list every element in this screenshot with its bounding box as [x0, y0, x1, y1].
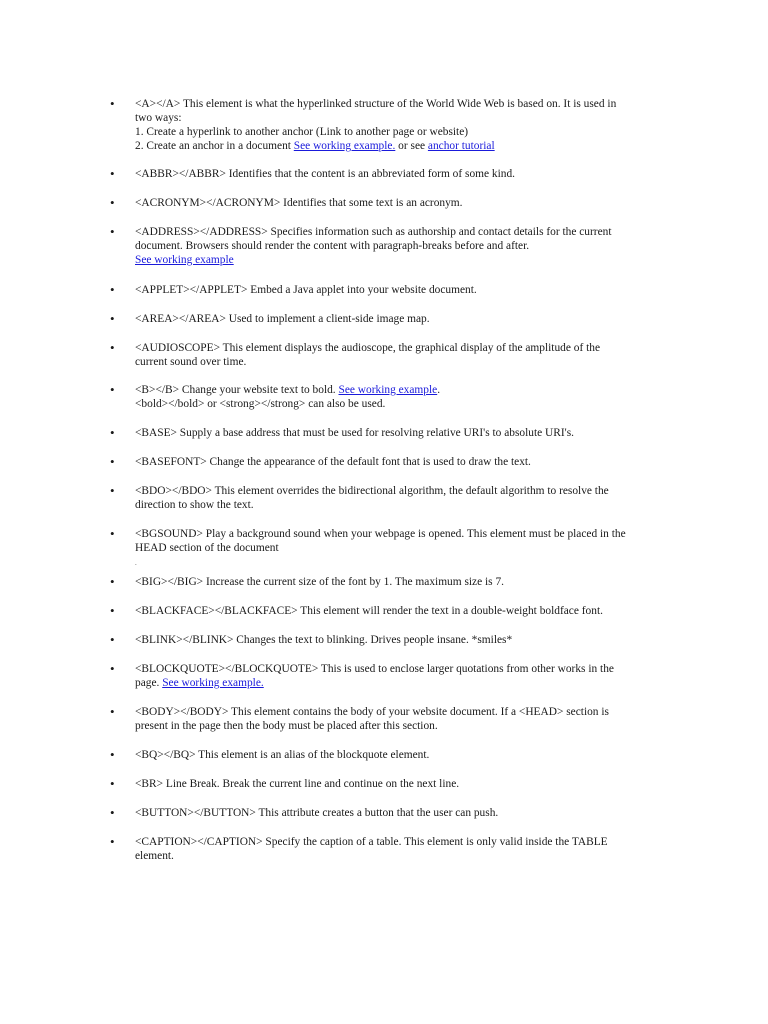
bullet-icon: • [110, 632, 115, 647]
bullet-icon: • [110, 603, 115, 618]
text-segment: <ADDRESS></ADDRESS> Specifies information such as authorship and contact details for the current [135, 226, 612, 238]
bullet-icon: • [110, 96, 115, 111]
text-line [135, 705, 687, 719]
trailing-dot: . [135, 559, 137, 567]
bullet-icon: • [110, 224, 115, 239]
list-item [110, 425, 687, 440]
text-line [135, 541, 687, 555]
text-line [135, 125, 687, 139]
bullet-icon: • [110, 483, 115, 498]
text-segment: <BLINK></BLINK> Changes the text to blinking. Drives people insane. *smiles* [135, 634, 513, 646]
text-line [135, 426, 687, 440]
text-line [135, 676, 687, 690]
text-line [135, 355, 687, 369]
hyperlink[interactable]: anchor tutorial [427, 140, 495, 152]
text-line [135, 498, 687, 512]
text-line [135, 312, 687, 326]
bullet-icon: • [110, 454, 115, 469]
bullet-icon: • [110, 747, 115, 762]
text-line [135, 283, 687, 297]
text-line [135, 196, 687, 210]
bullet-icon: • [110, 195, 115, 210]
text-line [135, 806, 687, 820]
list-item [110, 224, 687, 267]
text-line [135, 835, 687, 849]
text-segment: <BASE> Supply a base address that must be used for resolving relative URI's to absolute URI's. [135, 427, 574, 439]
list-item [110, 96, 687, 153]
text-line [135, 748, 687, 762]
text-line [135, 484, 687, 498]
text-line [135, 383, 687, 397]
text-segment: two ways: [135, 112, 182, 124]
bullet-icon: • [110, 834, 115, 849]
list-item [110, 340, 687, 369]
text-segment: <BASEFONT> Change the appearance of the default font that is used to draw the text. [135, 456, 531, 468]
text-segment: <BQ></BQ> This element is an alias of the blockquote element. [135, 749, 430, 761]
text-line [135, 527, 687, 541]
text-segment: <BGSOUND> Play a background sound when your webpage is opened. This element must be placed in the [135, 528, 626, 540]
list-item [110, 661, 687, 690]
text-line [135, 397, 687, 411]
text-line [135, 719, 687, 733]
bullet-icon: • [110, 805, 115, 820]
text-segment: direction to show the text. [135, 499, 254, 511]
list-item [110, 454, 687, 469]
text-segment: <BLOCKQUOTE></BLOCKQUOTE> This is used to enclose larger quotations from other works in the [135, 663, 614, 675]
list-item [110, 747, 687, 762]
text-line [135, 777, 687, 791]
bullet-icon: • [110, 526, 115, 541]
text-segment: <BODY></BODY> This element contains the body of your website document. If a <HEAD> section is [135, 706, 609, 718]
list-item [110, 526, 687, 569]
list-item [110, 603, 687, 618]
text-line [135, 662, 687, 676]
text-segment: <AREA></AREA> Used to implement a client-side image map. [135, 313, 430, 325]
list-item [110, 776, 687, 791]
text-segment: . [437, 384, 441, 396]
bullet-icon: • [110, 661, 115, 676]
list-item [110, 632, 687, 647]
text-line [135, 341, 687, 355]
text-segment: <bold></bold> or <strong></strong> can also be used. [135, 398, 386, 410]
text-segment: current sound over time. [135, 356, 247, 368]
text-segment: page. [135, 677, 163, 689]
text-segment: element. [135, 850, 174, 862]
hyperlink[interactable]: See working example. [293, 140, 396, 152]
text-line [135, 167, 687, 181]
bullet-icon: • [110, 382, 115, 397]
bullet-icon: • [110, 704, 115, 719]
text-segment: <BR> Line Break. Break the current line and continue on the next line. [135, 778, 460, 790]
list-item [110, 166, 687, 181]
text-segment: 2. Create an anchor in a document [135, 140, 294, 152]
text-segment: <BLACKFACE></BLACKFACE> This element will render the text in a double-weight boldface font. [135, 605, 603, 617]
text-segment: HEAD section of the document [135, 542, 279, 554]
text-line [135, 604, 687, 618]
text-segment: <BDO></BDO> This element overrides the bidirectional algorithm, the default algorithm to resolve the [135, 485, 609, 497]
text-line [135, 455, 687, 469]
bullet-icon: • [110, 425, 115, 440]
text-segment: <APPLET></APPLET> Embed a Java applet into your website document. [135, 284, 477, 296]
bullet-icon: • [110, 166, 115, 181]
text-segment: <AUDIOSCOPE> This element displays the audioscope, the graphical display of the amplitude of the [135, 342, 601, 354]
hyperlink[interactable]: See working example [135, 254, 234, 266]
text-segment: <BIG></BIG> Increase the current size of the font by 1. The maximum size is 7. [135, 576, 505, 588]
list-item [110, 311, 687, 326]
text-line [135, 253, 687, 267]
list-item [110, 704, 687, 733]
list-item [110, 282, 687, 297]
list-item [110, 195, 687, 210]
text-line [135, 575, 687, 589]
text-segment: <ACRONYM></ACRONYM> Identifies that some text is an acronym. [135, 197, 463, 209]
text-segment: <B></B> Change your website text to bold. [135, 384, 339, 396]
text-line [135, 111, 687, 125]
list-item [110, 483, 687, 512]
text-segment: present in the page then the body must be placed after this section. [135, 720, 438, 732]
text-segment: <CAPTION></CAPTION> Specify the caption of a table. This element is only valid inside the TABLE [135, 836, 608, 848]
text-line [135, 633, 687, 647]
list-item [110, 382, 687, 411]
list-item [110, 834, 687, 863]
text-segment: <ABBR></ABBR> Identifies that the content is an abbreviated form of some kind. [135, 168, 516, 180]
bullet-icon: • [110, 776, 115, 791]
text-line [135, 225, 687, 239]
bullet-icon: • [110, 340, 115, 355]
list-item [110, 574, 687, 589]
list-item [110, 805, 687, 820]
hyperlink[interactable]: See working example [338, 384, 438, 396]
text-segment: <A></A> This element is what the hyperlinked structure of the World Wide Web is based on. It is used in [135, 98, 617, 110]
text-line [135, 555, 687, 569]
text-line [135, 139, 687, 153]
bullet-icon: • [110, 282, 115, 297]
hyperlink[interactable]: See working example. [162, 677, 264, 689]
bullet-icon: • [110, 574, 115, 589]
text-segment: <BUTTON></BUTTON> This attribute creates a button that the user can push. [135, 807, 499, 819]
text-line [135, 849, 687, 863]
text-segment: or see [395, 140, 428, 152]
text-segment: document. Browsers should render the content with paragraph-breaks before and after. [135, 240, 530, 252]
text-line [135, 239, 687, 253]
text-line [135, 97, 687, 111]
text-segment: 1. Create a hyperlink to another anchor (Link to another page or website) [135, 126, 469, 138]
bullet-icon: • [110, 311, 115, 326]
